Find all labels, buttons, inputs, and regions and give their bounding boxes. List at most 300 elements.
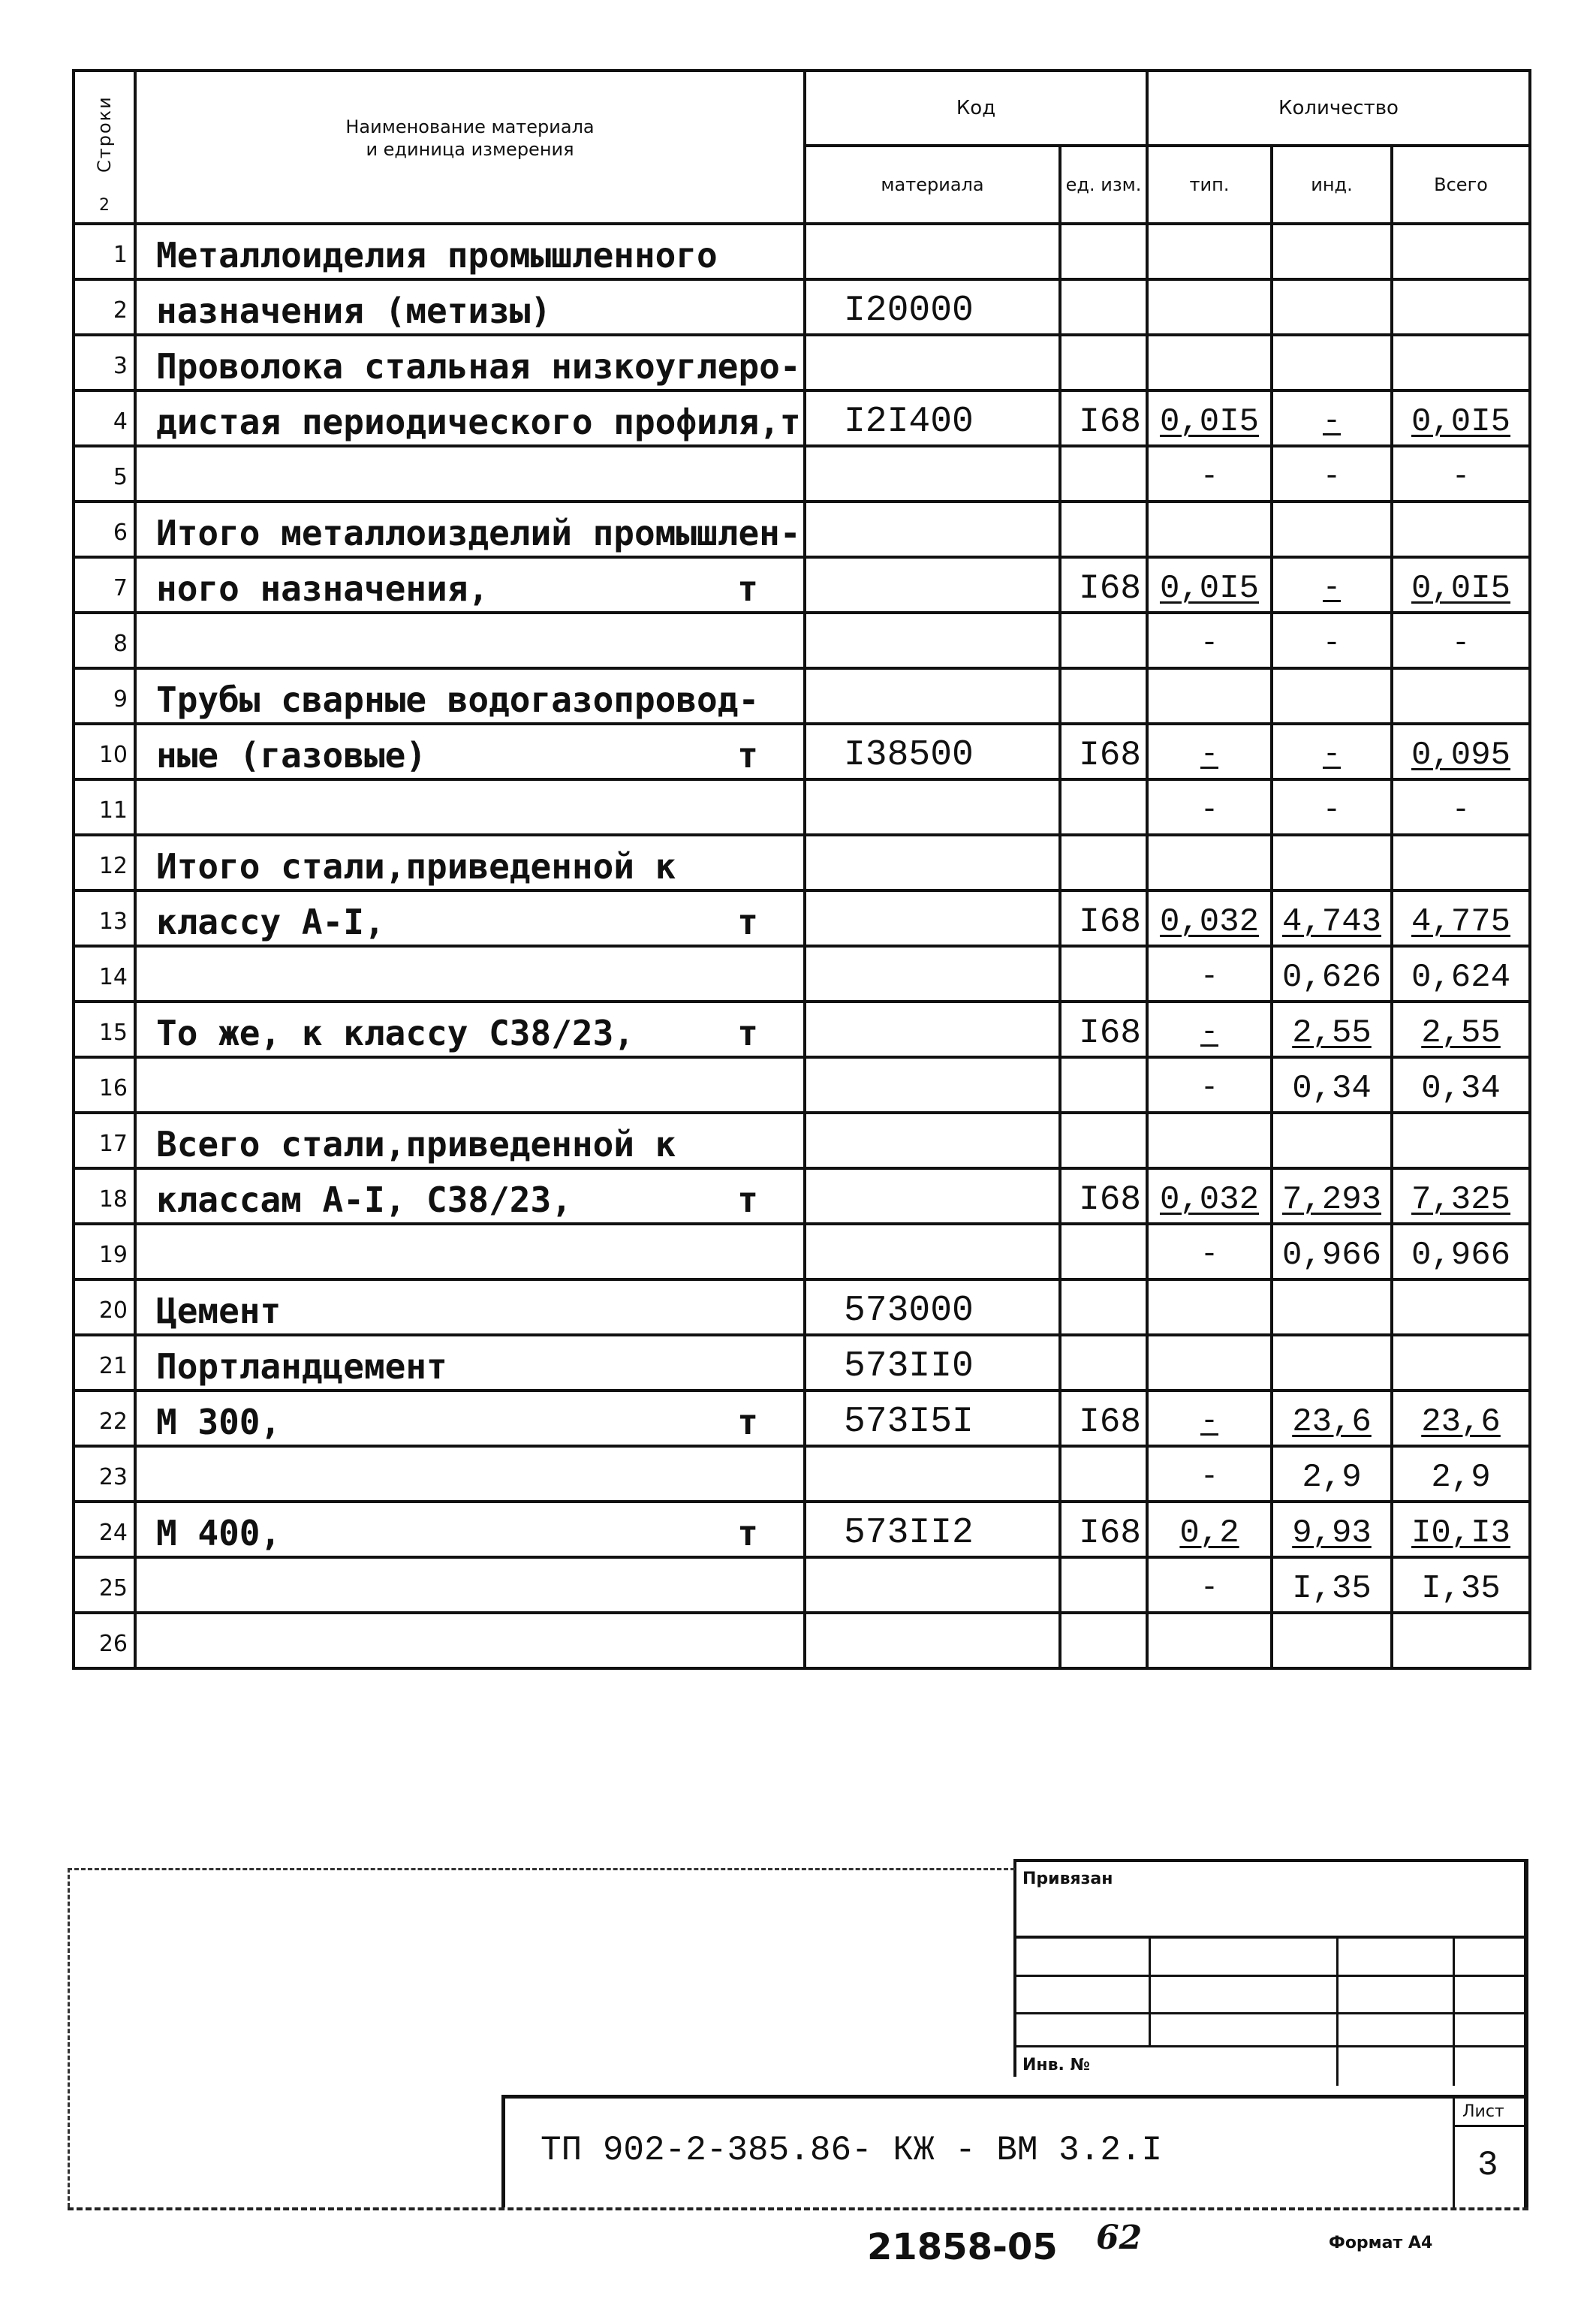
qty-total	[1392, 557, 1530, 613]
unit-code	[1060, 835, 1147, 890]
material-name	[135, 1113, 805, 1168]
qty-total	[1392, 724, 1530, 779]
qty-total	[1392, 835, 1530, 890]
qty-typ	[1147, 1168, 1272, 1224]
qty-total-value: I0,I3	[1411, 1514, 1511, 1552]
qty-typ	[1147, 335, 1272, 390]
row-number: 20	[74, 1279, 135, 1335]
unit-mark: т	[737, 1180, 758, 1220]
trim-line	[68, 2207, 1528, 2210]
unit-mark: т	[737, 902, 758, 942]
table-row	[74, 1557, 1530, 1613]
material-code	[805, 668, 1060, 724]
qty-total-value: I,35	[1421, 1570, 1501, 1607]
row-number: 15	[74, 1002, 135, 1057]
qty-ind	[1272, 668, 1392, 724]
material-name	[135, 1391, 805, 1446]
table-row	[74, 779, 1530, 835]
unit-code	[1060, 1113, 1147, 1168]
qty-typ	[1147, 1335, 1272, 1391]
unit-mark: т	[737, 1402, 758, 1442]
table-row	[74, 724, 1530, 779]
qty-typ-value: -	[1200, 1071, 1218, 1105]
qty-total-value: -	[1451, 794, 1470, 827]
title-block-line	[1013, 1859, 1016, 2077]
qty-typ	[1147, 1391, 1272, 1446]
trim-line	[68, 1868, 1015, 1870]
row-number: 4	[74, 390, 135, 446]
unit-code	[1060, 1335, 1147, 1391]
material-name	[135, 835, 805, 890]
material-name	[135, 890, 805, 946]
row-number-label: Строки	[94, 95, 115, 173]
qty-typ-value: -	[1200, 794, 1218, 827]
table-row	[74, 1168, 1530, 1224]
qty-ind	[1272, 724, 1392, 779]
qty-total	[1392, 613, 1530, 668]
material-code	[805, 1113, 1060, 1168]
material-code	[805, 1613, 1060, 1668]
title-block-line	[1013, 1859, 1528, 1862]
unit-code	[1060, 224, 1147, 279]
qty-ind	[1272, 1502, 1392, 1557]
material-name	[135, 1446, 805, 1502]
qty-typ	[1147, 1224, 1272, 1279]
title-block-line	[1524, 1859, 1528, 2207]
table-row	[74, 835, 1530, 890]
qty-total-value: 0,966	[1411, 1237, 1511, 1274]
qty-total	[1392, 1391, 1530, 1446]
material-spec-table	[72, 69, 1531, 1670]
table-row	[74, 1613, 1530, 1668]
title-block-line	[1453, 1936, 1455, 2086]
table-row	[74, 279, 1530, 335]
qty-ind-value: 0,626	[1281, 959, 1382, 996]
unit-code	[1060, 668, 1147, 724]
qty-ind	[1272, 1113, 1392, 1168]
qty-ind	[1272, 1168, 1392, 1224]
row-number: 13	[74, 890, 135, 946]
title-block-line	[501, 2095, 1528, 2099]
material-code	[805, 1557, 1060, 1613]
unit-code	[1060, 502, 1147, 557]
qty-total	[1392, 390, 1530, 446]
material-name	[135, 1279, 805, 1335]
trim-line	[68, 1868, 70, 2207]
material-code	[805, 946, 1060, 1002]
table-row	[74, 1335, 1530, 1391]
qty-ind-value: 4,743	[1281, 903, 1382, 941]
row-number: 25	[74, 1557, 135, 1613]
document-code: ТП 902-2-385.86- КЖ - ВМ 3.2.I	[541, 2131, 1163, 2170]
table-row	[74, 1502, 1530, 1557]
material-name	[135, 502, 805, 557]
table-row	[74, 1391, 1530, 1446]
header-code: Код	[805, 71, 1147, 146]
qty-typ-value: -	[1200, 1016, 1218, 1050]
table-row	[74, 1446, 1530, 1502]
qty-typ	[1147, 1557, 1272, 1613]
material-name-text: назначения (метизы)	[156, 291, 552, 331]
qty-typ	[1147, 279, 1272, 335]
unit-mark: т	[737, 735, 758, 776]
qty-ind	[1272, 279, 1392, 335]
qty-typ	[1147, 446, 1272, 502]
row-number: 1	[74, 224, 135, 279]
qty-typ	[1147, 1002, 1272, 1057]
qty-total-value: 2,9	[1431, 1459, 1491, 1496]
material-name-text: ные (газовые)	[156, 735, 427, 776]
qty-total	[1392, 1335, 1530, 1391]
material-code	[805, 1168, 1060, 1224]
qty-total	[1392, 502, 1530, 557]
header-name-label: Наименование материала и единица измерения	[345, 116, 595, 160]
qty-ind-value: 0,34	[1292, 1070, 1372, 1107]
material-name	[135, 1613, 805, 1668]
row-number: 17	[74, 1113, 135, 1168]
row-number: 21	[74, 1335, 135, 1391]
material-name	[135, 279, 805, 335]
material-code	[805, 502, 1060, 557]
qty-typ-value: 0,032	[1159, 903, 1260, 941]
material-code	[805, 1224, 1060, 1279]
header-row-1	[74, 71, 1530, 146]
material-name-text: То же, к классу С38/23,	[156, 1013, 634, 1053]
qty-ind	[1272, 1335, 1392, 1391]
qty-ind-value: 2,55	[1292, 1014, 1372, 1052]
header-qty-total: Всего	[1392, 146, 1530, 224]
qty-typ	[1147, 835, 1272, 890]
table-row	[74, 502, 1530, 557]
qty-ind	[1272, 446, 1392, 502]
unit-code: I68	[1060, 1168, 1147, 1224]
material-name-text: М 300,	[156, 1402, 282, 1442]
unit-code: I68	[1060, 890, 1147, 946]
qty-ind	[1272, 335, 1392, 390]
table-row	[74, 390, 1530, 446]
qty-typ	[1147, 1613, 1272, 1668]
qty-total	[1392, 1613, 1530, 1668]
table-row	[74, 335, 1530, 390]
qty-total-value: 7,325	[1411, 1181, 1511, 1219]
material-name-text: Металлоиделия промышленного	[156, 235, 718, 276]
material-code: I20000	[805, 279, 1060, 335]
material-code: 573000	[805, 1279, 1060, 1335]
qty-typ	[1147, 1279, 1272, 1335]
qty-ind-value: 23,6	[1292, 1403, 1372, 1441]
qty-total	[1392, 779, 1530, 835]
material-name-text: Цемент	[156, 1291, 282, 1331]
qty-typ-value: -	[1200, 1460, 1218, 1494]
qty-total	[1392, 1224, 1530, 1279]
qty-total	[1392, 1502, 1530, 1557]
material-code: 573II0	[805, 1335, 1060, 1391]
qty-typ-value: -	[1200, 1238, 1218, 1272]
format-label: Формат А4	[1329, 2234, 1433, 2252]
sheet-number: 3	[1477, 2146, 1498, 2185]
qty-typ	[1147, 390, 1272, 446]
unit-code	[1060, 1557, 1147, 1613]
qty-total-value: 2,55	[1421, 1014, 1501, 1052]
qty-ind-value: I,35	[1292, 1570, 1372, 1607]
qty-typ	[1147, 557, 1272, 613]
unit-code: I68	[1060, 1002, 1147, 1057]
material-name-text: классам А-I, С38/23,	[156, 1180, 572, 1220]
material-code	[805, 335, 1060, 390]
unit-code: I68	[1060, 1391, 1147, 1446]
material-name	[135, 779, 805, 835]
qty-typ	[1147, 502, 1272, 557]
table-row	[74, 557, 1530, 613]
material-code	[805, 1446, 1060, 1502]
unit-code	[1060, 1446, 1147, 1502]
qty-ind	[1272, 1557, 1392, 1613]
qty-ind-value: 0,966	[1281, 1237, 1382, 1274]
title-block-line	[1149, 1936, 1151, 2047]
qty-total-value: -	[1451, 627, 1470, 661]
unit-code	[1060, 779, 1147, 835]
row-number: 16	[74, 1057, 135, 1113]
qty-ind	[1272, 557, 1392, 613]
row-number: 7	[74, 557, 135, 613]
qty-typ-value: -	[1200, 460, 1218, 494]
table-row	[74, 668, 1530, 724]
qty-typ	[1147, 668, 1272, 724]
qty-typ	[1147, 224, 1272, 279]
material-code	[805, 446, 1060, 502]
unit-code	[1060, 446, 1147, 502]
qty-typ-value: 0,2	[1179, 1514, 1239, 1552]
qty-ind-value: -	[1322, 738, 1341, 772]
unit-code: I68	[1060, 724, 1147, 779]
material-name	[135, 724, 805, 779]
qty-ind	[1272, 1613, 1392, 1668]
header-qty-typ: тип.	[1147, 146, 1272, 224]
qty-ind-value: -	[1322, 627, 1341, 661]
material-name	[135, 946, 805, 1002]
qty-typ	[1147, 890, 1272, 946]
material-name-text: Портландцемент	[156, 1346, 447, 1387]
title-block-line	[1453, 2125, 1528, 2127]
material-name-text: Проволока стальная низкоуглеро-	[156, 346, 801, 387]
row-number-sub: 2	[99, 196, 110, 215]
unit-code: I68	[1060, 1502, 1147, 1557]
qty-ind	[1272, 1446, 1392, 1502]
table-row	[74, 946, 1530, 1002]
title-block-line	[1013, 1975, 1528, 1977]
table-row	[74, 890, 1530, 946]
row-number: 2	[74, 279, 135, 335]
title-block-line	[1013, 1936, 1528, 1939]
qty-ind	[1272, 835, 1392, 890]
qty-total	[1392, 335, 1530, 390]
qty-typ-value: -	[1200, 1571, 1218, 1605]
qty-typ	[1147, 946, 1272, 1002]
row-number: 9	[74, 668, 135, 724]
qty-ind-value: 7,293	[1281, 1181, 1382, 1219]
header-code-material: материала	[805, 146, 1060, 224]
qty-typ	[1147, 724, 1272, 779]
row-number: 3	[74, 335, 135, 390]
qty-ind-value: 2,9	[1302, 1459, 1362, 1496]
archive-stamp: 21858-05	[867, 2226, 1058, 2268]
qty-ind-value: -	[1322, 460, 1341, 494]
material-name-text: ного назначения,	[156, 568, 489, 609]
qty-total-value: 0,624	[1411, 959, 1511, 996]
material-code: 573I5I	[805, 1391, 1060, 1446]
material-code	[805, 557, 1060, 613]
row-number: 8	[74, 613, 135, 668]
qty-total	[1392, 668, 1530, 724]
table-row	[74, 1224, 1530, 1279]
qty-total-value: 23,6	[1421, 1403, 1501, 1441]
unit-code	[1060, 1279, 1147, 1335]
qty-total	[1392, 1113, 1530, 1168]
qty-total	[1392, 1168, 1530, 1224]
attached-label: Привязан	[1022, 1870, 1113, 1888]
row-number: 19	[74, 1224, 135, 1279]
material-name	[135, 1224, 805, 1279]
qty-typ-value: -	[1200, 1405, 1218, 1439]
qty-total	[1392, 946, 1530, 1002]
qty-total-value: 0,0I5	[1411, 570, 1511, 607]
unit-code	[1060, 1057, 1147, 1113]
qty-ind-value: -	[1322, 794, 1341, 827]
material-name	[135, 1335, 805, 1391]
unit-code	[1060, 946, 1147, 1002]
unit-mark: т	[737, 1013, 758, 1053]
qty-ind	[1272, 502, 1392, 557]
material-code	[805, 890, 1060, 946]
qty-typ	[1147, 1057, 1272, 1113]
material-name-text: Трубы сварные водогазопровод-	[156, 679, 760, 720]
row-number: 10	[74, 724, 135, 779]
qty-total	[1392, 446, 1530, 502]
qty-ind-value: 9,93	[1292, 1514, 1372, 1552]
qty-total	[1392, 1557, 1530, 1613]
material-code	[805, 779, 1060, 835]
qty-total-value: 0,0I5	[1411, 403, 1511, 441]
material-name	[135, 1057, 805, 1113]
header-name	[135, 71, 805, 224]
material-name-text: Итого стали,приведенной к	[156, 846, 676, 887]
qty-ind	[1272, 1224, 1392, 1279]
material-name	[135, 446, 805, 502]
qty-total	[1392, 1057, 1530, 1113]
unit-code	[1060, 613, 1147, 668]
unit-code	[1060, 335, 1147, 390]
qty-typ-value: 0,032	[1159, 1181, 1260, 1219]
material-name	[135, 335, 805, 390]
unit-mark: т	[737, 1513, 758, 1553]
material-name	[135, 224, 805, 279]
qty-total-value: 4,775	[1411, 903, 1511, 941]
qty-total	[1392, 1446, 1530, 1502]
row-number: 24	[74, 1502, 135, 1557]
qty-total	[1392, 890, 1530, 946]
sheet-label: Лист	[1462, 2102, 1504, 2121]
qty-ind	[1272, 1057, 1392, 1113]
material-name-text: классу А-I,	[156, 902, 385, 942]
qty-typ-value: -	[1200, 960, 1218, 994]
row-number: 26	[74, 1613, 135, 1668]
material-name	[135, 1002, 805, 1057]
unit-code	[1060, 1613, 1147, 1668]
inv-no-label: Инв. №	[1022, 2056, 1091, 2074]
material-code	[805, 1057, 1060, 1113]
qty-typ	[1147, 779, 1272, 835]
material-name	[135, 1557, 805, 1613]
title-block-line	[1013, 2012, 1528, 2014]
qty-total	[1392, 1002, 1530, 1057]
table-row	[74, 224, 1530, 279]
qty-typ	[1147, 613, 1272, 668]
qty-ind	[1272, 1002, 1392, 1057]
header-quantity: Количество	[1147, 71, 1530, 146]
unit-code: I68	[1060, 557, 1147, 613]
qty-ind	[1272, 779, 1392, 835]
qty-ind-value: -	[1322, 571, 1341, 605]
qty-typ	[1147, 1502, 1272, 1557]
material-code: I2I400	[805, 390, 1060, 446]
unit-code	[1060, 1224, 1147, 1279]
row-number: 11	[74, 779, 135, 835]
qty-typ	[1147, 1113, 1272, 1168]
qty-ind	[1272, 224, 1392, 279]
material-code	[805, 613, 1060, 668]
table-row	[74, 1113, 1530, 1168]
qty-total	[1392, 224, 1530, 279]
qty-ind	[1272, 1391, 1392, 1446]
title-block-line	[1453, 2095, 1455, 2207]
material-code	[805, 224, 1060, 279]
table-row	[74, 613, 1530, 668]
qty-total-value: 0,34	[1421, 1070, 1501, 1107]
row-number: 6	[74, 502, 135, 557]
unit-code: I68	[1060, 390, 1147, 446]
material-code: 573II2	[805, 1502, 1060, 1557]
material-name-text: М 400,	[156, 1513, 282, 1553]
header-row-number	[74, 71, 135, 224]
row-number: 22	[74, 1391, 135, 1446]
material-name-text: Всего стали,приведенной к	[156, 1124, 676, 1165]
material-name-text: дистая периодического профиля,т	[156, 402, 801, 442]
qty-typ-value: -	[1200, 627, 1218, 661]
material-name	[135, 1168, 805, 1224]
row-number: 5	[74, 446, 135, 502]
page-number: 62	[1096, 2219, 1143, 2257]
title-block-line	[1013, 2045, 1528, 2047]
qty-typ-value: 0,0I5	[1159, 403, 1260, 441]
row-number: 18	[74, 1168, 135, 1224]
material-name-text: Итого металлоизделий промышлен-	[156, 513, 801, 553]
row-number: 14	[74, 946, 135, 1002]
qty-total-value: 0,095	[1411, 737, 1511, 774]
row-number: 12	[74, 835, 135, 890]
material-name	[135, 1502, 805, 1557]
qty-ind	[1272, 946, 1392, 1002]
table-row	[74, 1057, 1530, 1113]
title-block-line	[501, 2095, 505, 2207]
qty-ind-value: -	[1322, 405, 1341, 438]
qty-typ-value: -	[1200, 738, 1218, 772]
qty-ind	[1272, 390, 1392, 446]
qty-ind	[1272, 1279, 1392, 1335]
table-row	[74, 1002, 1530, 1057]
table-row	[74, 446, 1530, 502]
material-name	[135, 557, 805, 613]
qty-total-value: -	[1451, 460, 1470, 494]
